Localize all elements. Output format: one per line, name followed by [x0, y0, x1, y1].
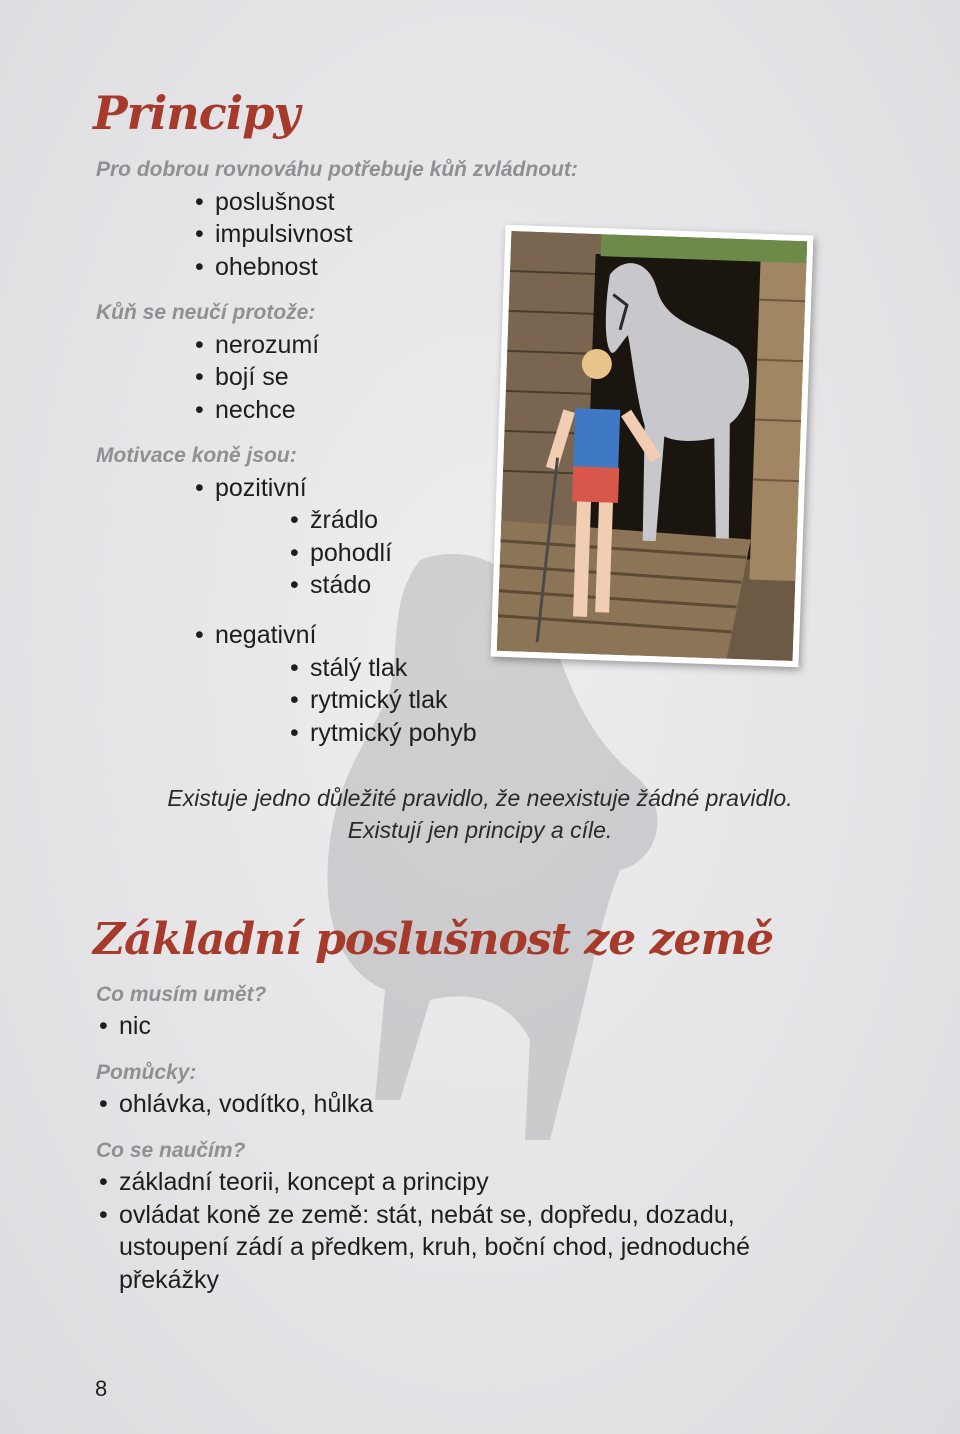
- list-subitem: • stádo: [310, 569, 371, 601]
- list-item-continuation: překážky: [119, 1266, 220, 1294]
- subheading-what-to-know: Co musím umět?: [96, 983, 267, 1006]
- subheading-motivation: Motivace koně jsou:: [96, 444, 297, 467]
- list-item: • nechce: [215, 394, 296, 426]
- list-subitem: • rytmický tlak: [310, 684, 448, 716]
- list-item: • impulsivnost: [215, 218, 353, 250]
- list-subitem: • pohodlí: [310, 537, 392, 569]
- list-subitem: • stálý tlak: [310, 652, 407, 684]
- list-subitem: • rytmický pohyb: [310, 717, 477, 749]
- subheading-what-i-learn: Co se naučím?: [96, 1139, 246, 1162]
- list-item: • základní teorii, koncept a principy: [119, 1166, 489, 1198]
- list-item-continuation: ustoupení zádí a předkem, kruh, boční chod, jednoduché: [119, 1233, 750, 1261]
- rule-quote-line2: Existují jen principy a cíle.: [347, 817, 613, 843]
- horse-photo: [491, 225, 814, 667]
- list-item: • ovládat koně ze země: stát, nebát se, dopředu, dozadu,: [119, 1199, 735, 1231]
- horse-trailer-illustration: [497, 231, 807, 661]
- rule-quote-line1: Existuje jedno důležité pravidlo, že neexistuje žádné pravidlo.: [167, 785, 793, 811]
- section-title-principy: Principy: [93, 86, 300, 140]
- list-item: • nerozumí: [215, 329, 319, 361]
- list-item: • ohlávka, vodítko, hůlka: [119, 1088, 373, 1120]
- list-item: • poslušnost: [215, 186, 335, 218]
- list-item: • pozitivní: [215, 472, 307, 504]
- section-title-ground-obedience: Základní poslušnost ze země: [93, 914, 774, 965]
- subheading-balance: Pro dobrou rovnováhu potřebuje kůň zvládnout:: [96, 158, 578, 181]
- list-item: • bojí se: [215, 361, 289, 393]
- list-item: • nic: [119, 1010, 151, 1042]
- subheading-tools: Pomůcky:: [96, 1061, 197, 1084]
- page-number: 8: [95, 1376, 108, 1401]
- subheading-not-learning: Kůň se neučí protože:: [96, 301, 316, 324]
- list-item: • negativní: [215, 619, 316, 651]
- list-subitem: • žrádlo: [310, 504, 378, 536]
- list-item: • ohebnost: [215, 251, 318, 283]
